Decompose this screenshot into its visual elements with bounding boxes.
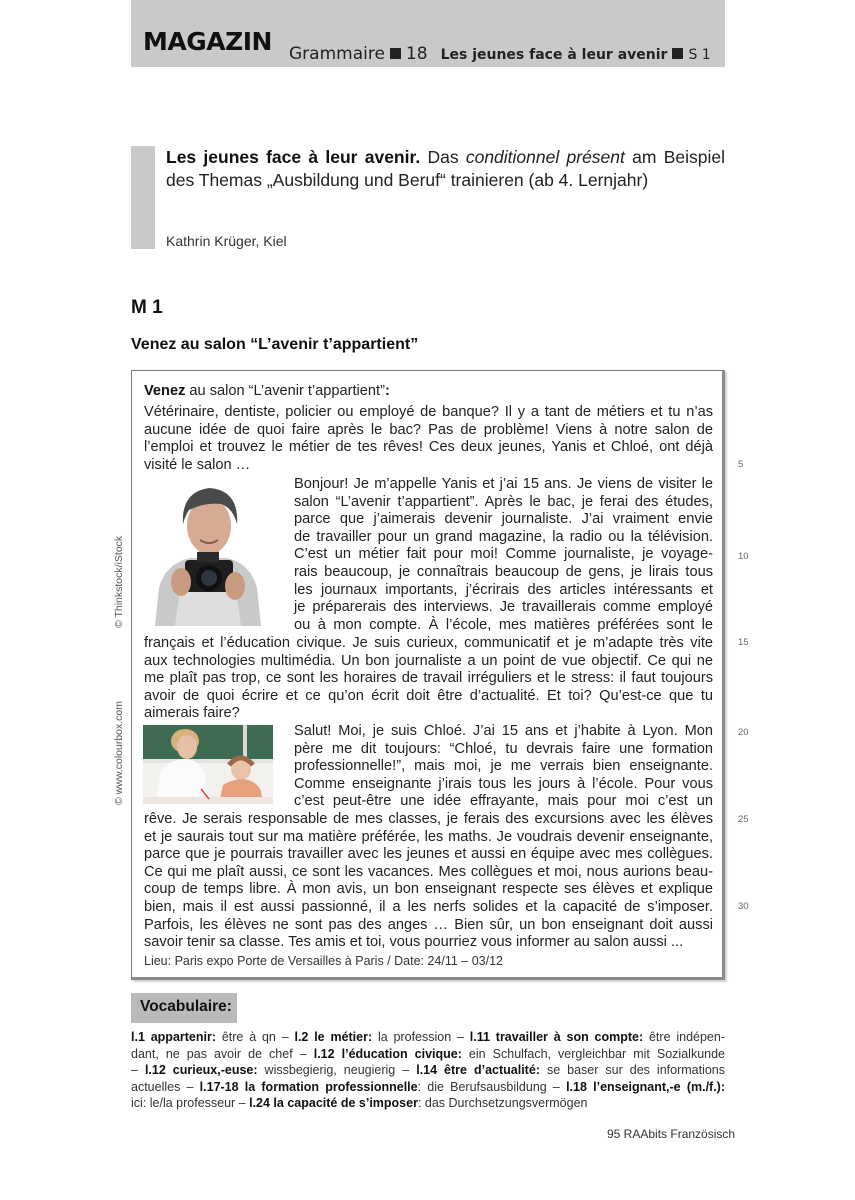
text-line: parce que j’aimerais devenir journaliste. J’ai vraiment envie — [294, 511, 713, 528]
vocabulary-definition: la profession – — [372, 1030, 470, 1044]
line-number: 5 — [738, 459, 744, 470]
header-breadcrumb — [289, 43, 711, 64]
event-info: Lieu: Paris expo Porte de Versailles à Paris / Date: 24/11 – 03/12 — [144, 954, 504, 968]
text-line: Bonjour! Je m’appelle Yanis et j’ai 15 ans. Je viens de visiter le — [294, 476, 713, 492]
vocabulary-line — [131, 1046, 725, 1063]
intro-title: Les jeunes face à leur avenir. — [166, 147, 421, 167]
text-line: C’est un métier fait pour moi! Comme journaliste, je voyage- — [294, 546, 713, 563]
author: Kathrin Krüger, Kiel — [166, 233, 287, 249]
vocabulary-line — [131, 1079, 725, 1096]
material-title: Venez au salon “L’avenir t’appartient” — [131, 336, 419, 353]
text-line: je préparerais des interviews. Je travaillerais comme employé — [294, 599, 713, 616]
text-line: Ce qui me plaît aussi, ce sont les vacances. Mes collègues et moi, nous aurions beau- — [144, 863, 713, 880]
header-page-ref: S 1 — [688, 47, 711, 63]
vocabulary-definition: se baser sur des informations — [539, 1063, 725, 1077]
text-lead: Venez au salon “L’avenir t’appartient”: — [144, 383, 390, 399]
square-bullet-icon — [390, 48, 401, 59]
text-line: Parfois, les élèves ne sont pas des anges … Bien sûr, un bon enseignant doit aussi — [144, 916, 713, 933]
vocabulary-term: l.12 l’éducation civique: — [313, 1046, 462, 1061]
vocabulary-term: l.24 la capacité de s’imposer — [249, 1096, 418, 1110]
vocabulary-definition: actuelles – — [131, 1079, 200, 1094]
line-number: 10 — [738, 551, 749, 562]
text-line: les journaux importants, j’écrirais des articles intéressants et — [294, 581, 713, 598]
yanis-paragraph-narrow — [294, 476, 713, 634]
text-line: coup de temps libre. À mon avis, un bon enseignant respecte ses élèves et explique — [144, 881, 713, 898]
vocabulary-line — [131, 1029, 725, 1046]
line-number: 15 — [738, 637, 749, 648]
text-line: aux technologies multimédia. Un bon journaliste a un point de vue objectif. Ce qui ne — [144, 652, 713, 669]
text-line: de travailler pour un grand magazine, la radio ou la télévision. — [294, 528, 713, 545]
photographer-illustration — [145, 478, 271, 626]
text-line: Comme enseignante j’irais tous les jours à l’école. Pour vous — [294, 775, 713, 792]
vocabulary-definition: : die Berufsausbildung – — [417, 1079, 567, 1094]
intro-grammar-term: conditionnel présent — [465, 147, 625, 167]
vocabulary-term: l.11 travailler à son compte: — [469, 1030, 644, 1044]
intro-accent-bar — [131, 146, 155, 249]
chloe-paragraph-narrow — [294, 723, 713, 811]
photo-chloe — [143, 725, 273, 804]
line-number: 25 — [738, 814, 749, 825]
text-line: l’emploi et trouvez le métier de tes rêves! Ces deux jeunes, Yanis et Chloé, ont déjà — [144, 439, 713, 456]
vocabulary-term: l.18 l’enseignant,-e (m./f.): — [566, 1079, 726, 1094]
text-line: rêve. Je serais responsable de mes classes, je ferais des excursions avec les élèves — [144, 811, 713, 827]
vocabulary-definition: ici: le/la professeur – — [131, 1096, 250, 1110]
page-footer: 95 RAAbits Französisch — [607, 1127, 736, 1141]
text-line: Salut! Moi, je suis Chloé. J’ai 15 ans et j’habite à Lyon. Mon — [294, 723, 713, 739]
text-line: père me dit toujours: “Chloé, tu devrais faire une formation — [294, 740, 713, 757]
text-line: me plaît pas trop, ce sont les horaires de travail irréguliers et le stress: il faut toujours — [144, 670, 713, 687]
text-line: parce que je pourrais travailler avec les jeunes et aussi en équipe avec mes collègues. — [144, 846, 713, 863]
text-line: français et l’éducation civique. Je suis curieux, communicatif et je m’adapte très vite — [144, 635, 713, 651]
text-line: Vétérinaire, dentiste, policier ou employé de banque? Il y a tant de métiers et tu n’as — [144, 404, 713, 420]
vocabulary-term: l.1 appartenir: — [131, 1030, 217, 1044]
intro-paragraph — [144, 404, 713, 474]
vocabulary-definition: être à qn – — [216, 1030, 295, 1044]
chloe-paragraph-wide — [144, 811, 713, 952]
header-topic: Les jeunes face à leur avenir — [440, 47, 668, 63]
text-line: rais beaucoup, je connaîtrais beaucoup de gens, je lirais tous — [294, 563, 713, 580]
magazine-brand: MAGAZIN — [143, 27, 272, 56]
vocabulary-term: l.17-18 la formation professionnelle — [199, 1079, 418, 1094]
text-line: avoir de quoi écrire et ce qu’on écrit doit être d’actualité. Et toi? Qu’est-ce que tu — [144, 687, 713, 704]
vocabulary-definition: ein Schulfach, vergleichbar mit Sozialkunde — [461, 1046, 726, 1061]
vocabulary-definition: – — [131, 1063, 145, 1077]
photo-yanis — [145, 478, 271, 626]
vocabulary-definition: : das Durchsetzungsvermögen — [417, 1096, 588, 1110]
vocabulary-term: l.2 le métier: — [294, 1030, 373, 1044]
vocabulary-line — [131, 1062, 725, 1079]
text-line: c’est peut-être une idée effrayante, mais pour moi c’est un — [294, 793, 713, 810]
text-line: aucune idée de quoi faire après le bac? Pas de problème! Viens à notre salon de — [144, 421, 713, 438]
yanis-paragraph-wide — [144, 635, 713, 723]
photo-credit-thinkstock: © Thinkstock/iStock — [113, 535, 125, 628]
text-line: visité le salon … — [144, 456, 251, 473]
text-line: ou à mon compte. À l’école, mes matières préférées sont le — [294, 616, 713, 633]
vocabulary-definition: dant, ne pas avoir de chef – — [131, 1046, 314, 1061]
text-line: salon “L’avenir t’appartient”. Après le bac, je ferai des études, — [294, 493, 713, 510]
header-section: Grammaire — [289, 44, 385, 64]
vocabulary-title: Vocabulaire: — [131, 993, 237, 1023]
square-bullet-icon — [672, 48, 683, 59]
vocabulary-definition: wissbegierig, neugierig – — [257, 1063, 417, 1077]
intro-description: Les jeunes face à leur avenir. Das conditionnel présent am Beispiel des Themas „Ausbildung und Beruf“ trainieren (ab 4. Lernjahr) — [166, 147, 725, 190]
line-number: 20 — [738, 727, 749, 738]
classroom-illustration — [143, 725, 273, 804]
text-line: savoir tenir sa classe. Tes amis et toi, vous pourriez vous informer au salon aussi ... — [144, 934, 684, 951]
text-line: bien, mais il est aussi passionné, il a les nerfs solides et la capacité de s’imposer. — [144, 898, 713, 915]
vocabulary-term: l.14 être d’actualité: — [416, 1063, 540, 1077]
photo-credit-colourbox: © www.colourbox.com — [113, 700, 125, 805]
vocabulary-definition: être indépen- — [643, 1030, 725, 1044]
text-line: professionnelle!”, mais moi, je me verrais bien enseignante. — [294, 758, 713, 775]
material-label: M 1 — [131, 297, 163, 318]
text-line: et je saurais tout sur ma matière préférée, les maths. Je voudrais devenir enseignante, — [144, 828, 713, 845]
vocabulary-term: l.12 curieux,-euse: — [144, 1063, 258, 1077]
vocabulary-list — [131, 1029, 725, 1112]
header-section-number: 18 — [405, 44, 428, 64]
text-line: aimerais faire? — [144, 705, 240, 722]
line-number: 30 — [738, 901, 749, 912]
vocabulary-line — [131, 1095, 725, 1112]
